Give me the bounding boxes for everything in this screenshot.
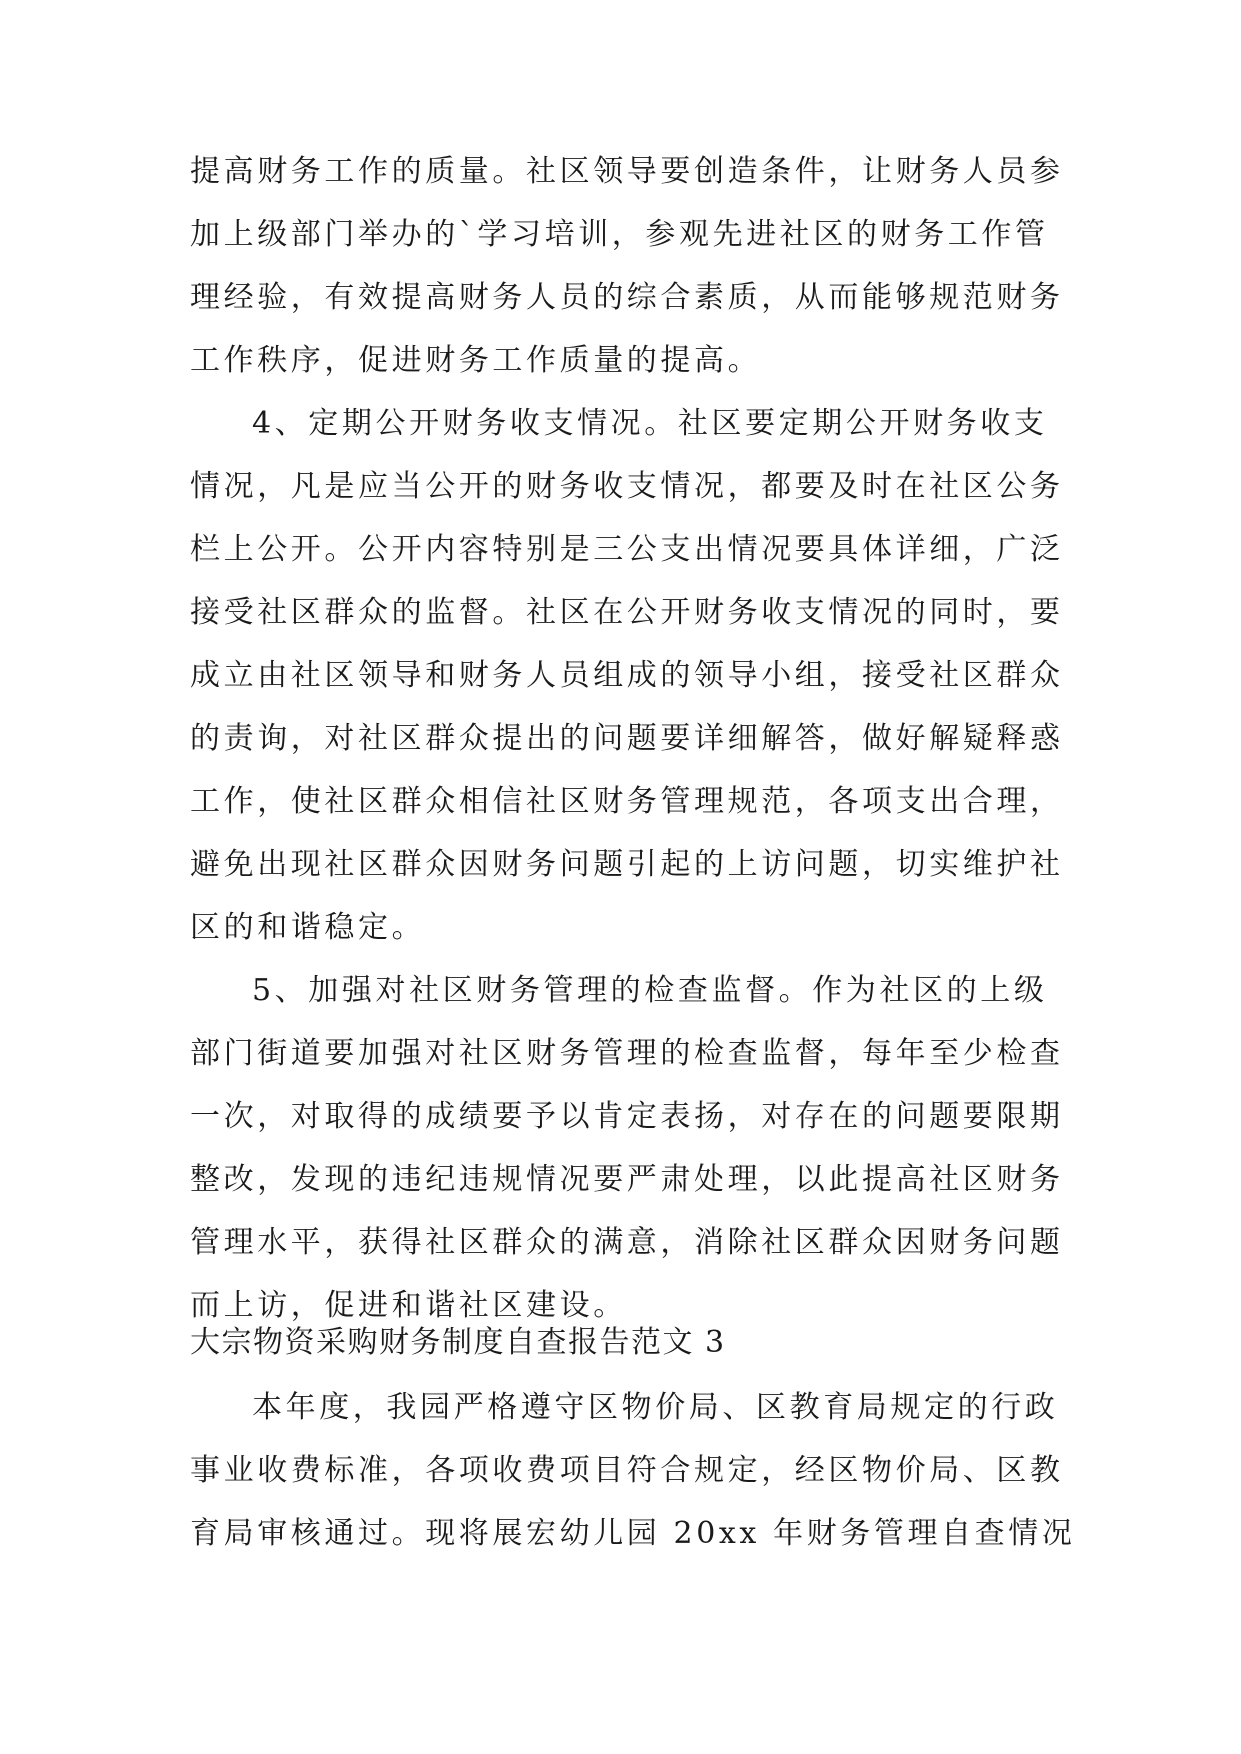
text-line: 避免出现社区群众因财务问题引起的上访问题，切实维护社 xyxy=(190,847,1064,882)
text-line: 育局审核通过。现将展宏幼儿园 20xx 年财务管理自查情况 xyxy=(190,1516,1076,1551)
text-line: 管理水平，获得社区群众的满意，消除社区群众因财务问题 xyxy=(190,1225,1064,1260)
text-line: 4、定期公开财务收支情况。社区要定期公开财务收支 xyxy=(252,406,1048,441)
text-line: 情况，凡是应当公开的财务收支情况，都要及时在社区公务 xyxy=(190,469,1064,504)
text-line: 区的和谐稳定。 xyxy=(190,910,426,945)
text-line: 成立由社区领导和财务人员组成的领导小组，接受社区群众 xyxy=(190,658,1064,693)
paragraph-1 xyxy=(190,140,1070,392)
paragraph-4 xyxy=(190,1376,1076,1565)
text-line: 接受社区群众的监督。社区在公开财务收支情况的同时，要 xyxy=(190,595,1064,630)
section-heading: 大宗物资采购财务制度自查报告范文 3 xyxy=(190,1325,726,1360)
paragraph-2 xyxy=(190,392,1070,959)
text-line: 工作，使社区群众相信社区财务管理规范，各项支出合理， xyxy=(190,784,1064,819)
text-line: 5、加强对社区财务管理的检查监督。作为社区的上级 xyxy=(252,973,1048,1008)
text-line: 而上访，促进和谐社区建设。 xyxy=(190,1288,627,1323)
text-line: 的责询，对社区群众提出的问题要详细解答，做好解疑释惑 xyxy=(190,721,1064,756)
text-line: 本年度，我园严格遵守区物价局、区教育局规定的行政 xyxy=(252,1390,1059,1425)
text-line: 事业收费标准，各项收费项目符合规定，经区物价局、区教 xyxy=(190,1453,1064,1488)
text-line: 工作秩序，促进财务工作质量的提高。 xyxy=(190,343,762,378)
text-line: 提高财务工作的质量。社区领导要创造条件，让财务人员参 xyxy=(190,154,1064,189)
text-line: 整改，发现的违纪违规情况要严肃处理，以此提高社区财务 xyxy=(190,1162,1064,1197)
text-line: 栏上公开。公开内容特别是三公支出情况要具体详细，广泛 xyxy=(190,532,1064,567)
text-line: 加上级部门举办的`学习培训，参观先进社区的财务工作管 xyxy=(190,217,1049,252)
paragraph-3 xyxy=(190,959,1070,1337)
text-line: 部门街道要加强对社区财务管理的检查监督，每年至少检查 xyxy=(190,1036,1064,1071)
text-line: 理经验，有效提高财务人员的综合素质，从而能够规范财务 xyxy=(190,280,1064,315)
text-line: 一次，对取得的成绩要予以肯定表扬，对存在的问题要限期 xyxy=(190,1099,1064,1134)
